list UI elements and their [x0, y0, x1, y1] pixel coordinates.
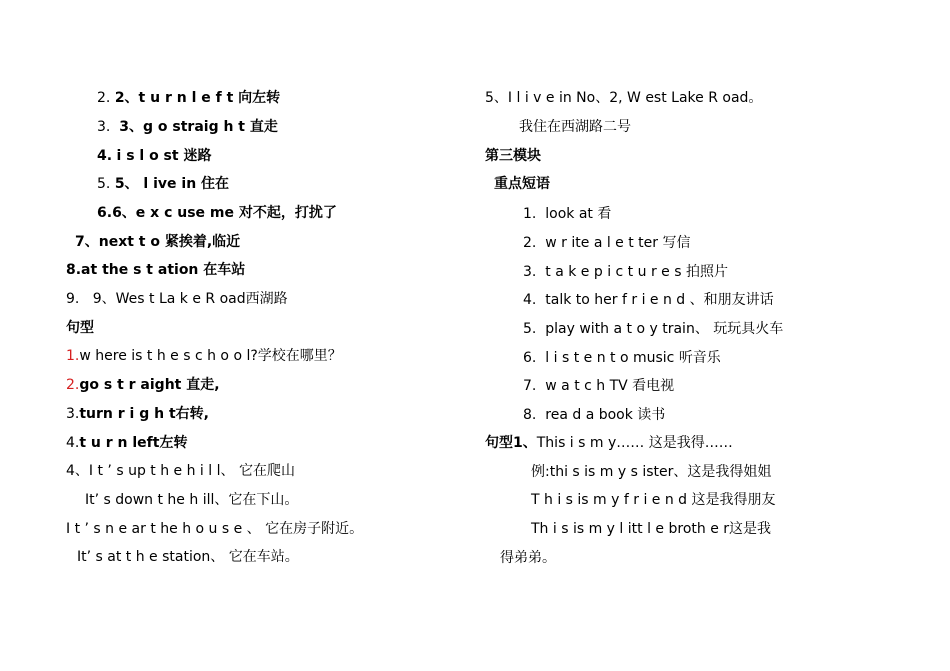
line-text: l i s t e n t o music 听音乐: [545, 350, 721, 366]
line-text: t u r n left左转: [79, 435, 188, 451]
list-number: 4.: [523, 292, 537, 308]
list-number: 9.: [66, 291, 80, 307]
line-go-straight: [97, 117, 278, 137]
list-number: 1.: [523, 206, 537, 222]
line-text: talk to her f r i e n d 、和朋友讲话: [545, 292, 774, 308]
line-text: 2、t u r n l e f t 向左转: [114, 90, 281, 106]
section-heading-key-phrases: 重点短语: [494, 176, 550, 192]
phrase-play-toy-train: [523, 319, 783, 339]
line-up-the-hill: 4、I t ’ s up t h e h i l l、 它在爬山: [66, 463, 295, 479]
line-at-the-station: 8.at the s t ation 在车站: [66, 262, 246, 278]
line-text: 3、g o straig h t 直走: [119, 119, 278, 135]
line-text: w here is t h e s c h o o l?学校在哪里？: [79, 348, 342, 364]
example-sister: 例:thi s is m y s ister、这是我得姐姐: [531, 464, 772, 480]
phrase-take-pictures: [523, 262, 728, 282]
line-text: turn r i g h t右转,: [79, 406, 209, 422]
line-text: 9、Wes t La k e R oad西湖路: [92, 291, 288, 307]
line-go-straight-2: [66, 375, 220, 395]
line-text: go s t r aight 直走,: [79, 377, 220, 393]
list-number: 3.: [66, 406, 80, 422]
line-is-lost: [97, 146, 211, 166]
list-number: 5.: [97, 176, 111, 192]
sentence-pattern-1: [485, 433, 733, 453]
list-number: 3.: [523, 264, 537, 280]
line-text: 5、 l ive in 住在: [114, 176, 230, 192]
example-friend: T h i s is m y f r i e n d 这是我得朋友: [531, 492, 776, 508]
section-heading-sentences: 句型: [66, 320, 94, 336]
list-number: 4.: [66, 435, 80, 451]
line-live-in: [97, 174, 229, 194]
list-number: 6.: [523, 350, 537, 366]
phrase-listen-to-music: [523, 348, 721, 368]
line-next-to: 7、next t o 紧挨着,临近: [75, 234, 241, 250]
line-excuse-me: [97, 203, 337, 223]
line-down-the-hill: It’ s down t he h ill、它在下山。: [85, 492, 299, 508]
list-number: 2.: [97, 90, 111, 106]
section-heading-module3: 第三模块: [485, 148, 541, 164]
line-turn-right: [66, 404, 209, 424]
list-number: 4.: [97, 148, 113, 164]
line-text: look at 看: [545, 206, 612, 222]
line-text: i s l o st 迷路: [116, 148, 212, 164]
line-text: t a k e p i c t u r e s 拍照片: [545, 264, 728, 280]
phrase-talk-to-friend: [523, 290, 774, 310]
sentence-pattern-label: 句型1、: [485, 435, 537, 451]
phrase-look-at: [523, 204, 611, 224]
line-west-lake-road: [66, 289, 288, 309]
line-text: rea d a book 读书: [545, 407, 666, 423]
list-number: 2.: [66, 377, 80, 393]
list-number: 5.: [523, 321, 537, 337]
list-number: 1.: [66, 348, 80, 364]
phrase-read-a-book: [523, 405, 665, 425]
line-text: This i s m y…… 这是我得……: [536, 435, 733, 451]
list-number: 2.: [523, 235, 537, 251]
line-live-in-translation: 我住在西湖路二号: [519, 119, 631, 135]
list-number: 7.: [523, 378, 537, 394]
example-brother-cont: 得弟弟。: [500, 550, 556, 566]
line-text: w r ite a l e t ter 写信: [545, 235, 691, 251]
line-text: w a t c h TV 看电视: [545, 378, 675, 394]
line-text: 6、e x c use me 对不起，打扰了: [112, 205, 337, 221]
line-at-the-station-2: It’ s at t h e station、 它在车站。: [77, 549, 299, 565]
example-brother: Th i s is m y l itt l e broth e r这是我: [531, 521, 772, 537]
line-text: play with a t o y train、 玩玩具火车: [545, 321, 784, 337]
list-number: 8.: [523, 407, 537, 423]
line-live-in-no2: 5、I l i v e in No、2, W est Lake R oad。: [485, 90, 763, 106]
list-number: 6.: [97, 205, 113, 221]
line-turn-left: [97, 88, 280, 108]
line-turn-left-2: [66, 433, 187, 453]
line-where-is-school: [66, 346, 342, 366]
list-number: 3.: [97, 119, 111, 135]
line-near-the-house: I t ’ s n e ar t he h o u s e 、 它在房子附近。: [66, 521, 364, 537]
phrase-write-a-letter: [523, 233, 691, 253]
phrase-watch-tv: [523, 376, 674, 396]
